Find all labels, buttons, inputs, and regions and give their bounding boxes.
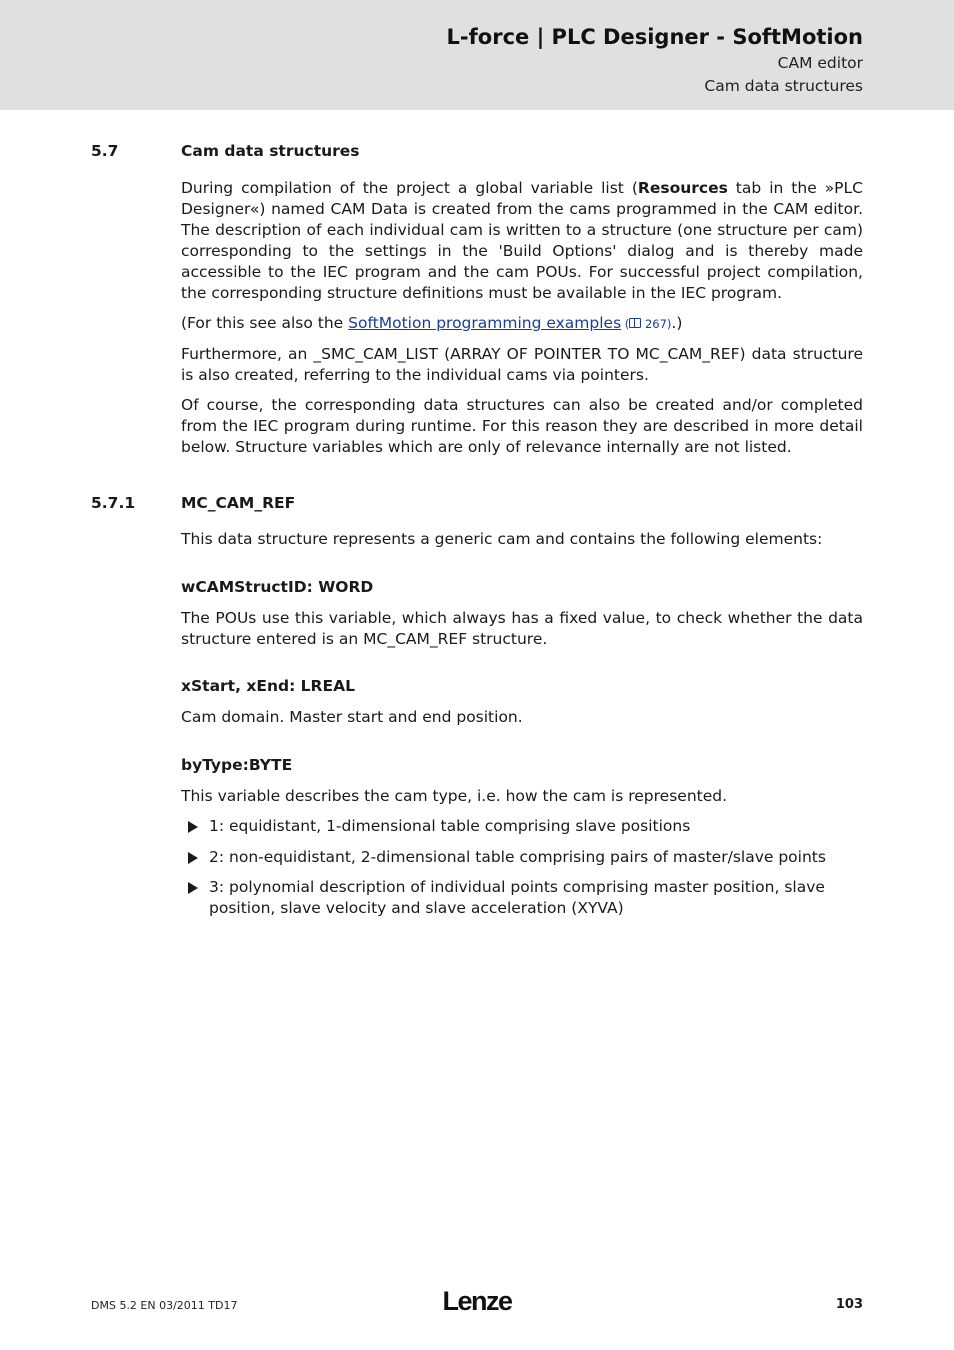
paragraph-see-also <box>181 313 863 335</box>
paragraph-runtime: Of course, the corresponding data structures can also be created and/or completed from the IEC program during runtime. For this reason they are described in more detail below. Structure variables which are only of relevance internally are not listed. <box>181 396 863 456</box>
list-item: 3: polynomial description of individual points comprising master position, slave position, slave velocity and slave acceleration (XYVA) <box>209 878 825 917</box>
resources-term: Resources <box>637 179 728 197</box>
paragraph-text: During compilation of the project a global variable list ( <box>181 179 638 197</box>
book-icon <box>629 318 641 328</box>
paragraph-text: .) <box>671 314 683 332</box>
paragraph-bytype: This variable describes the cam type, i.e. how the cam is represented. <box>181 787 728 805</box>
chapter-title: CAM editor <box>777 54 863 72</box>
element-heading-wcamstructid: wCAMStructID: WORD <box>181 578 374 596</box>
paragraph-text: tab in the »PLC Designer«) named CAM Data is created from the cams programmed in the CAM editor. The description of each individual cam is written to a structure (one structure per cam) corresponding to the settings in the 'Build Options' dialog and is thereby made accessible to the IEC program and the cam POUs. For successful project compilation, the corresponding structure definitions must be available in the IEC program. <box>181 179 863 302</box>
section-heading: Cam data structures <box>181 142 360 160</box>
triangle-right-icon <box>188 852 198 864</box>
list-item: 2: non-equidistant, 2-dimensional table comprising pairs of master/slave points <box>209 848 826 866</box>
subsection-number: 5.7.1 <box>91 494 136 512</box>
page-reference[interactable]: ( 267) <box>621 317 672 331</box>
list-item: 1: equidistant, 1-dimensional table comprising slave positions <box>209 817 691 835</box>
triangle-right-icon <box>188 882 198 894</box>
paragraph-structure-intro: This data structure represents a generic cam and contains the following elements: <box>181 530 823 548</box>
document-id: DMS 5.2 EN 03/2011 TD17 <box>91 1299 238 1312</box>
triangle-right-icon <box>188 821 198 833</box>
header-band <box>0 0 954 110</box>
section-number: 5.7 <box>91 142 119 160</box>
subsection-heading: MC_CAM_REF <box>181 494 296 512</box>
document-title: L-force | PLC Designer - SoftMotion <box>446 25 863 49</box>
svg-text:Lenze: Lenze <box>442 1286 512 1316</box>
section-running-title: Cam data structures <box>704 77 863 95</box>
lenze-logo <box>432 1282 522 1322</box>
paragraph-wcamstructid: The POUs use this variable, which always has a fixed value, to check whether the data structure entered is an MC_CAM_REF structure. <box>181 609 863 648</box>
paragraph-text: (For this see also the <box>181 314 349 332</box>
element-heading-xstart-xend: xStart, xEnd: LREAL <box>181 677 355 695</box>
softmotion-examples-link[interactable]: SoftMotion programming examples <box>348 314 622 332</box>
paragraph-xstart-xend: Cam domain. Master start and end position. <box>181 708 523 726</box>
paragraph-compilation <box>181 178 863 303</box>
element-heading-bytype: byType:BYTE <box>181 756 293 774</box>
paragraph-cam-list: Furthermore, an _SMC_CAM_LIST (ARRAY OF POINTER TO MC_CAM_REF) data structure is also created, referring to the individual cams via pointers. <box>181 345 863 384</box>
page-number: 103 <box>835 1297 863 1312</box>
